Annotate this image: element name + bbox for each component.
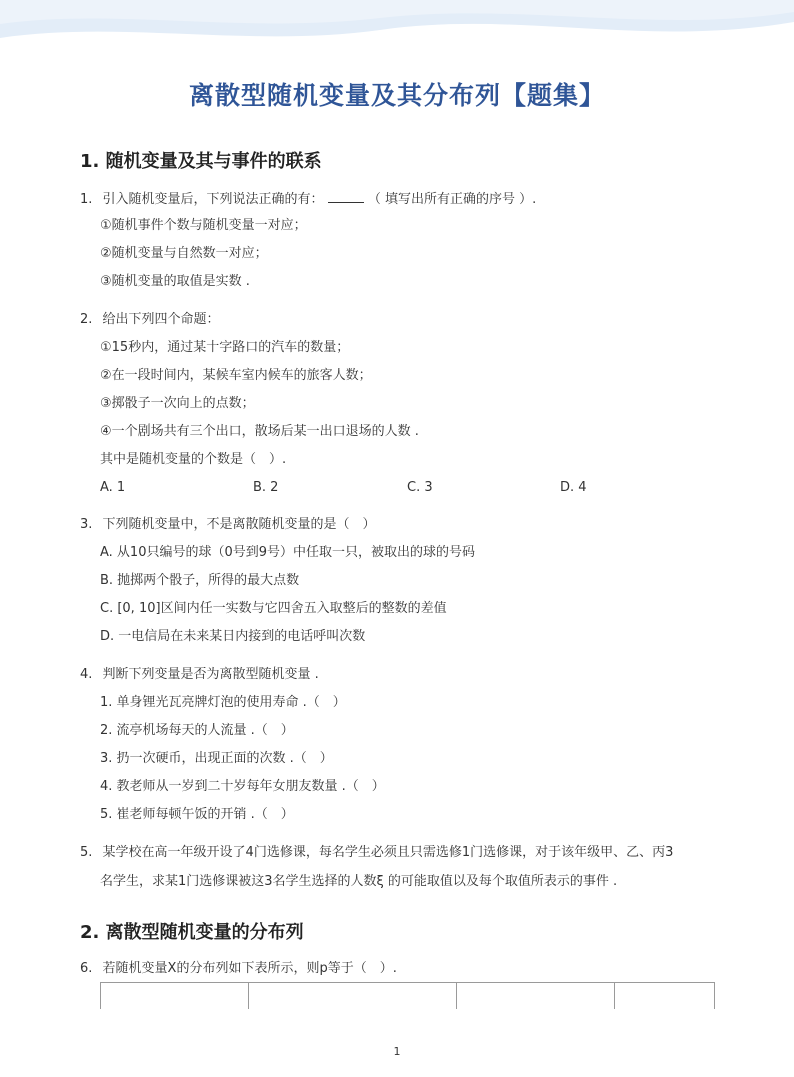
question-number: 6. — [80, 961, 93, 976]
question-3 — [80, 517, 376, 533]
table-column-divider — [614, 983, 615, 1009]
question-4 — [80, 667, 319, 683]
q2-item: ③掷骰子一次向上的点数； — [100, 396, 255, 411]
question-stem: 下列随机变量中，不是离散随机变量的是（ ） — [102, 517, 376, 532]
q1-item: ①随机事件个数与随机变量一对应； — [100, 218, 307, 233]
question-number: 4. — [80, 667, 93, 682]
q4-item: 5. 崔老师每顿午饭的开销 .（ ） — [100, 807, 294, 822]
question-number: 3. — [80, 517, 93, 532]
answer-blank[interactable] — [328, 190, 364, 203]
question-1 — [80, 190, 536, 208]
table-column-divider — [456, 983, 457, 1009]
question-stem: 某学校在高一年级开设了4门选修课，每名学生必须且只需选修1门选修课，对于该年级甲、乙、丙3 — [102, 845, 674, 860]
document-title: 离散型随机变量及其分布列【题集】 — [188, 81, 605, 110]
question-stem: 给出下列四个命题： — [102, 312, 220, 327]
q4-item: 4. 教老师从一岁到二十岁每年女朋友数量 .（ ） — [100, 779, 385, 794]
q3-option-c[interactable]: C. [0, 10]区间内任一实数与它四舍五入取整后的整数的差值 — [100, 601, 447, 616]
question-2 — [80, 312, 220, 328]
q2-item: ①15秒内，通过某十字路口的汽车的数量； — [100, 340, 350, 355]
q1-item: ②随机变量与自然数一对应； — [100, 246, 268, 261]
q2-option-c[interactable]: C. 3 — [407, 480, 433, 495]
distribution-table — [100, 982, 715, 1009]
question-6 — [80, 961, 397, 977]
section-heading-1: 1. 随机变量及其与事件的联系 — [80, 151, 322, 172]
question-stem-continued: 名学生，求某1门选修课被这3名学生选择的人数ξ 的可能取值以及每个取值所表示的事件 . — [100, 874, 618, 889]
question-stem-tail: （ 填写出所有正确的序号 ）. — [367, 192, 537, 207]
q4-item: 1. 单身锂光瓦亮牌灯泡的使用寿命 .（ ） — [100, 695, 346, 710]
question-number: 5. — [80, 845, 93, 860]
q4-item: 3. 扔一次硬币，出现正面的次数 .（ ） — [100, 751, 333, 766]
q2-option-d[interactable]: D. 4 — [560, 480, 587, 495]
section-heading-2: 2. 离散型随机变量的分布列 — [80, 922, 304, 943]
q1-item: ③随机变量的取值是实数 . — [100, 274, 250, 289]
q3-option-a[interactable]: A. 从10只编号的球（0号到9号）中任取一只，被取出的球的号码 — [100, 545, 476, 560]
question-stem: 若随机变量X的分布列如下表所示，则p等于（ ）. — [102, 961, 397, 976]
question-5 — [80, 845, 673, 861]
question-number: 1. — [80, 192, 93, 207]
question-stem: 判断下列变量是否为离散型随机变量 . — [102, 667, 319, 682]
q2-item: ②在一段时间内，某候车室内候车的旅客人数； — [100, 368, 372, 383]
q4-item: 2. 流亭机场每天的人流量 .（ ） — [100, 723, 294, 738]
q2-item: ④一个剧场共有三个出口，散场后某一出口退场的人数 . — [100, 424, 419, 439]
table-column-divider — [248, 983, 249, 1009]
q3-option-b[interactable]: B. 抛掷两个骰子，所得的最大点数 — [100, 573, 300, 588]
q2-option-a[interactable]: A. 1 — [100, 480, 126, 495]
question-stem: 引入随机变量后，下列说法正确的有： — [102, 192, 324, 207]
q2-ask: 其中是随机变量的个数是（ ）. — [100, 452, 287, 467]
question-number: 2. — [80, 312, 93, 327]
header-wave-decoration — [0, 0, 794, 60]
page-number: 1 — [393, 1045, 401, 1058]
q3-option-d[interactable]: D. 一电信局在未来某日内接到的电话呼叫次数 — [100, 629, 366, 644]
q2-option-b[interactable]: B. 2 — [253, 480, 279, 495]
